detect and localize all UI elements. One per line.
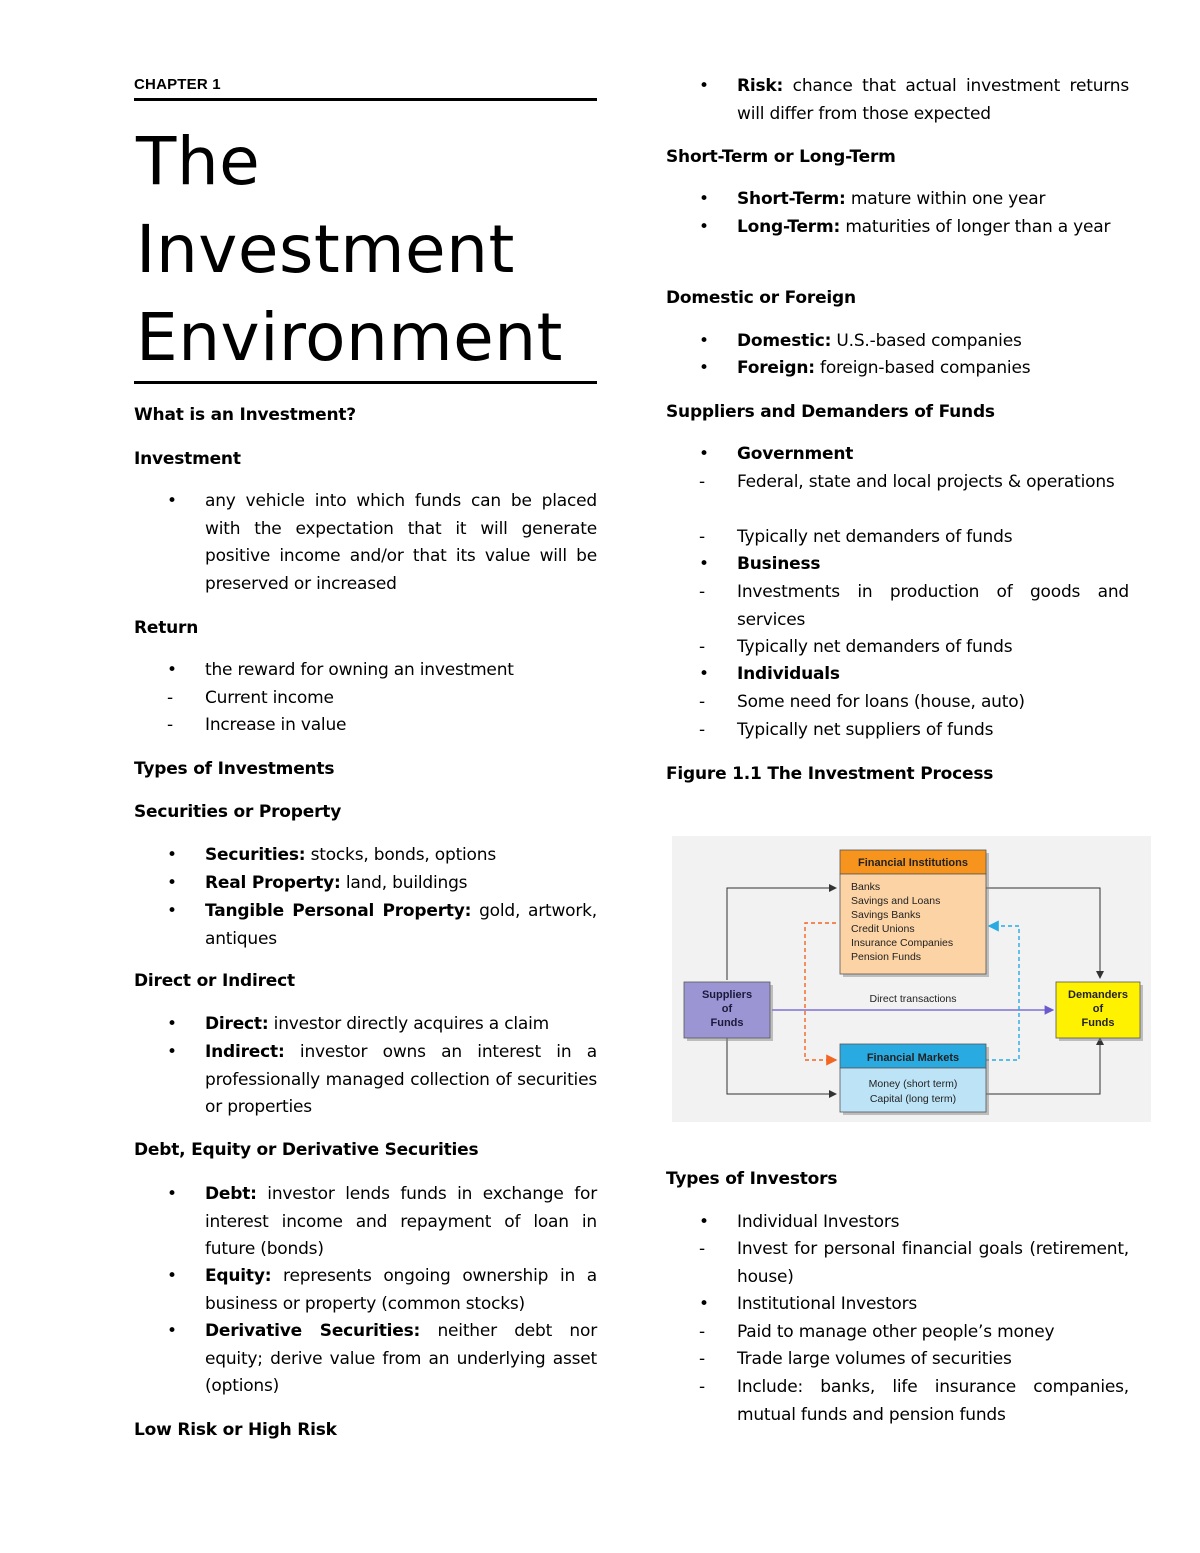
dash: -	[699, 637, 705, 657]
list-item-text	[737, 328, 1129, 356]
figure-caption: Figure 1.1 The Investment Process	[666, 764, 994, 784]
fi-item: Savings Banks	[851, 909, 921, 921]
suppliers-label: Funds	[710, 1017, 744, 1029]
section-heading: Return	[134, 618, 199, 638]
dash: -	[699, 1377, 705, 1397]
section-heading: Short-Term or Long-Term	[666, 147, 896, 167]
list-item	[134, 685, 597, 713]
term-text: investor lends funds in exchange for interest income and repayment of loan in future (bonds)	[205, 1184, 597, 1259]
suppliers-box	[684, 982, 773, 1041]
list-item-text	[737, 355, 1129, 383]
list-item-text: Invest for personal financial goals (retirement, house)	[737, 1239, 1129, 1287]
fi-item: Savings and Loans	[851, 895, 941, 907]
list-item-text	[205, 1039, 597, 1122]
list-item-text: Institutional Investors	[737, 1294, 918, 1314]
list-item	[134, 1318, 597, 1401]
list-item	[666, 355, 1129, 383]
list-item-text: Typically net demanders of funds	[737, 527, 1013, 547]
list-item	[666, 1346, 1129, 1374]
term-label: Short-Term:	[737, 189, 846, 209]
term-label: Risk:	[737, 76, 784, 96]
bullet: •	[699, 76, 709, 96]
term-text: maturities of longer than a year	[840, 217, 1111, 237]
list-item	[134, 898, 597, 953]
list-item-text: Current income	[205, 688, 334, 708]
list-item-text	[205, 842, 597, 870]
term-label: Debt:	[205, 1184, 257, 1204]
list-item	[666, 661, 1129, 689]
term-label: Domestic:	[737, 331, 832, 351]
bullet: •	[167, 901, 177, 921]
term-label: Government	[737, 444, 854, 464]
list-item	[666, 634, 1129, 662]
fm-item: Capital (long term)	[869, 1093, 957, 1105]
list-item	[134, 1039, 597, 1122]
fm-title: Financial Markets	[866, 1052, 960, 1064]
list-item	[666, 186, 1129, 214]
term-label: Direct:	[205, 1014, 269, 1034]
bullet: •	[699, 664, 709, 684]
title-rule-bottom	[134, 381, 597, 384]
list-item	[666, 214, 1129, 242]
dash: -	[699, 472, 705, 492]
list-item	[666, 73, 1129, 128]
bullet: •	[167, 660, 177, 680]
term-label: Equity:	[205, 1266, 272, 1286]
bullet: •	[167, 845, 177, 865]
fm-item: Money (short term)	[868, 1078, 958, 1090]
list-item	[134, 870, 597, 898]
list-item-text: Paid to manage other people’s money	[737, 1322, 1055, 1342]
title-line: Investment	[136, 211, 515, 288]
list-item-text	[205, 1011, 597, 1039]
fi-item: Pension Funds	[851, 951, 922, 963]
list-item	[134, 488, 597, 598]
bullet: •	[699, 189, 709, 209]
term-label: Real Property:	[205, 873, 341, 893]
list-item-text	[737, 661, 1129, 689]
term-label: Individuals	[737, 664, 840, 684]
fi-item: Insurance Companies	[851, 937, 954, 949]
term-text: foreign-based companies	[814, 358, 1031, 378]
list-item-text	[205, 870, 597, 898]
section-heading: Direct or Indirect	[134, 971, 295, 991]
title-line: The	[136, 123, 261, 200]
dash: -	[699, 1239, 705, 1259]
list-item	[666, 689, 1129, 717]
list-item-text	[737, 73, 1129, 128]
financial-markets-box	[840, 1044, 989, 1115]
term-label: Tangible Personal Property:	[205, 901, 472, 921]
dash: -	[699, 720, 705, 740]
list-item	[666, 717, 1129, 745]
list-item-text: Some need for loans (house, auto)	[737, 692, 1025, 712]
fi-item: Credit Unions	[851, 923, 915, 935]
list-item-text: any vehicle into which funds can be placed with the expectation that it will generate positive income and/or that its value will be preserved or increased	[205, 491, 597, 594]
bullet: •	[167, 491, 177, 511]
section-heading: Securities or Property	[134, 802, 342, 822]
bullet: •	[699, 1294, 709, 1314]
direct-transactions-label: Direct transactions	[869, 993, 957, 1005]
section-heading: Investment	[134, 449, 241, 469]
list-item	[666, 1236, 1129, 1291]
term-text: neither debt nor equity; derive value from an underlying asset (options)	[205, 1321, 597, 1396]
list-item-text	[205, 1263, 597, 1318]
section-heading: Low Risk or High Risk	[134, 1420, 337, 1440]
list-item-text	[205, 898, 597, 953]
title-line: Environment	[136, 299, 563, 376]
list-item	[134, 712, 597, 740]
term-label: Securities:	[205, 845, 306, 865]
list-item-text: Trade large volumes of securities	[737, 1349, 1012, 1369]
diagram-svg	[672, 836, 1151, 1122]
bullet: •	[699, 1212, 709, 1232]
list-item	[666, 328, 1129, 356]
dash: -	[699, 527, 705, 547]
list-item	[134, 1011, 597, 1039]
term-text: investor owns an interest in a professionally managed collection of securities or properties	[205, 1042, 597, 1117]
list-item-text: Investments in production of goods and services	[737, 582, 1129, 630]
section-heading: Types of Investments	[134, 759, 335, 779]
list-item-text: Individual Investors	[737, 1212, 900, 1232]
demanders-box	[1056, 982, 1143, 1041]
bullet: •	[167, 1184, 177, 1204]
bullet: •	[699, 444, 709, 464]
list-item	[666, 1319, 1129, 1347]
suppliers-label: of	[721, 1003, 733, 1015]
term-label: Long-Term:	[737, 217, 841, 237]
fi-item: Banks	[851, 881, 881, 893]
list-item	[134, 1263, 597, 1318]
term-text: stocks, bonds, options	[305, 845, 496, 865]
term-text: mature within one year	[845, 189, 1046, 209]
term-text: represents ongoing ownership in a business or property (common stocks)	[205, 1266, 597, 1314]
section-heading: Domestic or Foreign	[666, 288, 856, 308]
section-heading: Suppliers and Demanders of Funds	[666, 402, 995, 422]
list-item	[666, 1291, 1129, 1319]
bullet: •	[167, 1321, 177, 1341]
term-label: Business	[737, 554, 821, 574]
demanders-label: Demanders	[1068, 989, 1128, 1001]
list-item	[134, 657, 597, 685]
list-item	[666, 1374, 1129, 1429]
section-heading: Types of Investors	[666, 1169, 838, 1189]
term-text: investor directly acquires a claim	[268, 1014, 549, 1034]
suppliers-label: Suppliers	[701, 989, 753, 1001]
list-item	[666, 551, 1129, 579]
section-heading: Debt, Equity or Derivative Securities	[134, 1140, 479, 1160]
list-item	[666, 579, 1129, 634]
bullet: •	[699, 217, 709, 237]
term-label: Derivative Securities:	[205, 1321, 421, 1341]
list-item-text: Increase in value	[205, 715, 347, 735]
list-item-text: Typically net demanders of funds	[737, 637, 1013, 657]
section-heading: What is an Investment?	[134, 405, 356, 425]
fi-to-demanders-line	[985, 888, 1100, 978]
dash: -	[699, 582, 705, 602]
bullet: •	[699, 554, 709, 574]
fi-title: Financial Institutions	[857, 857, 969, 869]
list-item	[666, 1209, 1129, 1237]
dash: -	[699, 1349, 705, 1369]
list-item	[666, 524, 1129, 552]
bullet: •	[167, 1014, 177, 1034]
list-item-text	[737, 441, 1129, 469]
page-title	[136, 118, 563, 382]
supplier-to-fm-line	[727, 1036, 836, 1094]
financial-institutions-box	[840, 850, 989, 977]
list-item-text	[205, 1181, 597, 1264]
term-text: chance that actual investment returns will differ from those expected	[737, 76, 1129, 124]
term-label: Indirect:	[205, 1042, 285, 1062]
term-text: land, buildings	[340, 873, 468, 893]
list-item-text	[737, 214, 1129, 242]
demanders-label: Funds	[1081, 1017, 1115, 1029]
bullet: •	[167, 1266, 177, 1286]
list-item	[134, 1181, 597, 1264]
bullet: •	[699, 331, 709, 351]
list-item-text: Include: banks, life insurance companies, mutual funds and pension funds	[737, 1377, 1129, 1425]
chapter-label: CHAPTER 1	[134, 76, 221, 93]
list-item-text: Typically net suppliers of funds	[737, 720, 994, 740]
bullet: •	[699, 358, 709, 378]
term-text: gold, artwork, antiques	[205, 901, 597, 949]
demanders-label: of	[1092, 1003, 1104, 1015]
supplier-to-fi-line	[727, 888, 836, 980]
investment-process-diagram	[672, 836, 1151, 1122]
list-item	[134, 842, 597, 870]
list-item-text: Federal, state and local projects & operations	[737, 472, 1115, 492]
dash: -	[167, 715, 173, 735]
term-label: Foreign:	[737, 358, 815, 378]
bullet: •	[167, 873, 177, 893]
list-item-text	[737, 551, 1129, 579]
list-item	[666, 441, 1129, 469]
fm-to-demanders-line	[985, 1038, 1100, 1094]
list-item-text: the reward for owning an investment	[205, 660, 514, 680]
dash: -	[167, 688, 173, 708]
orange-dashed-arrow	[805, 923, 836, 1060]
list-item	[666, 469, 1129, 497]
blue-dashed-arrow	[985, 926, 1019, 1060]
list-item-text	[737, 186, 1129, 214]
dash: -	[699, 1322, 705, 1342]
bullet: •	[167, 1042, 177, 1062]
dash: -	[699, 692, 705, 712]
term-text: U.S.-based companies	[831, 331, 1022, 351]
list-item-text	[205, 1318, 597, 1401]
title-rule-top	[134, 98, 597, 101]
